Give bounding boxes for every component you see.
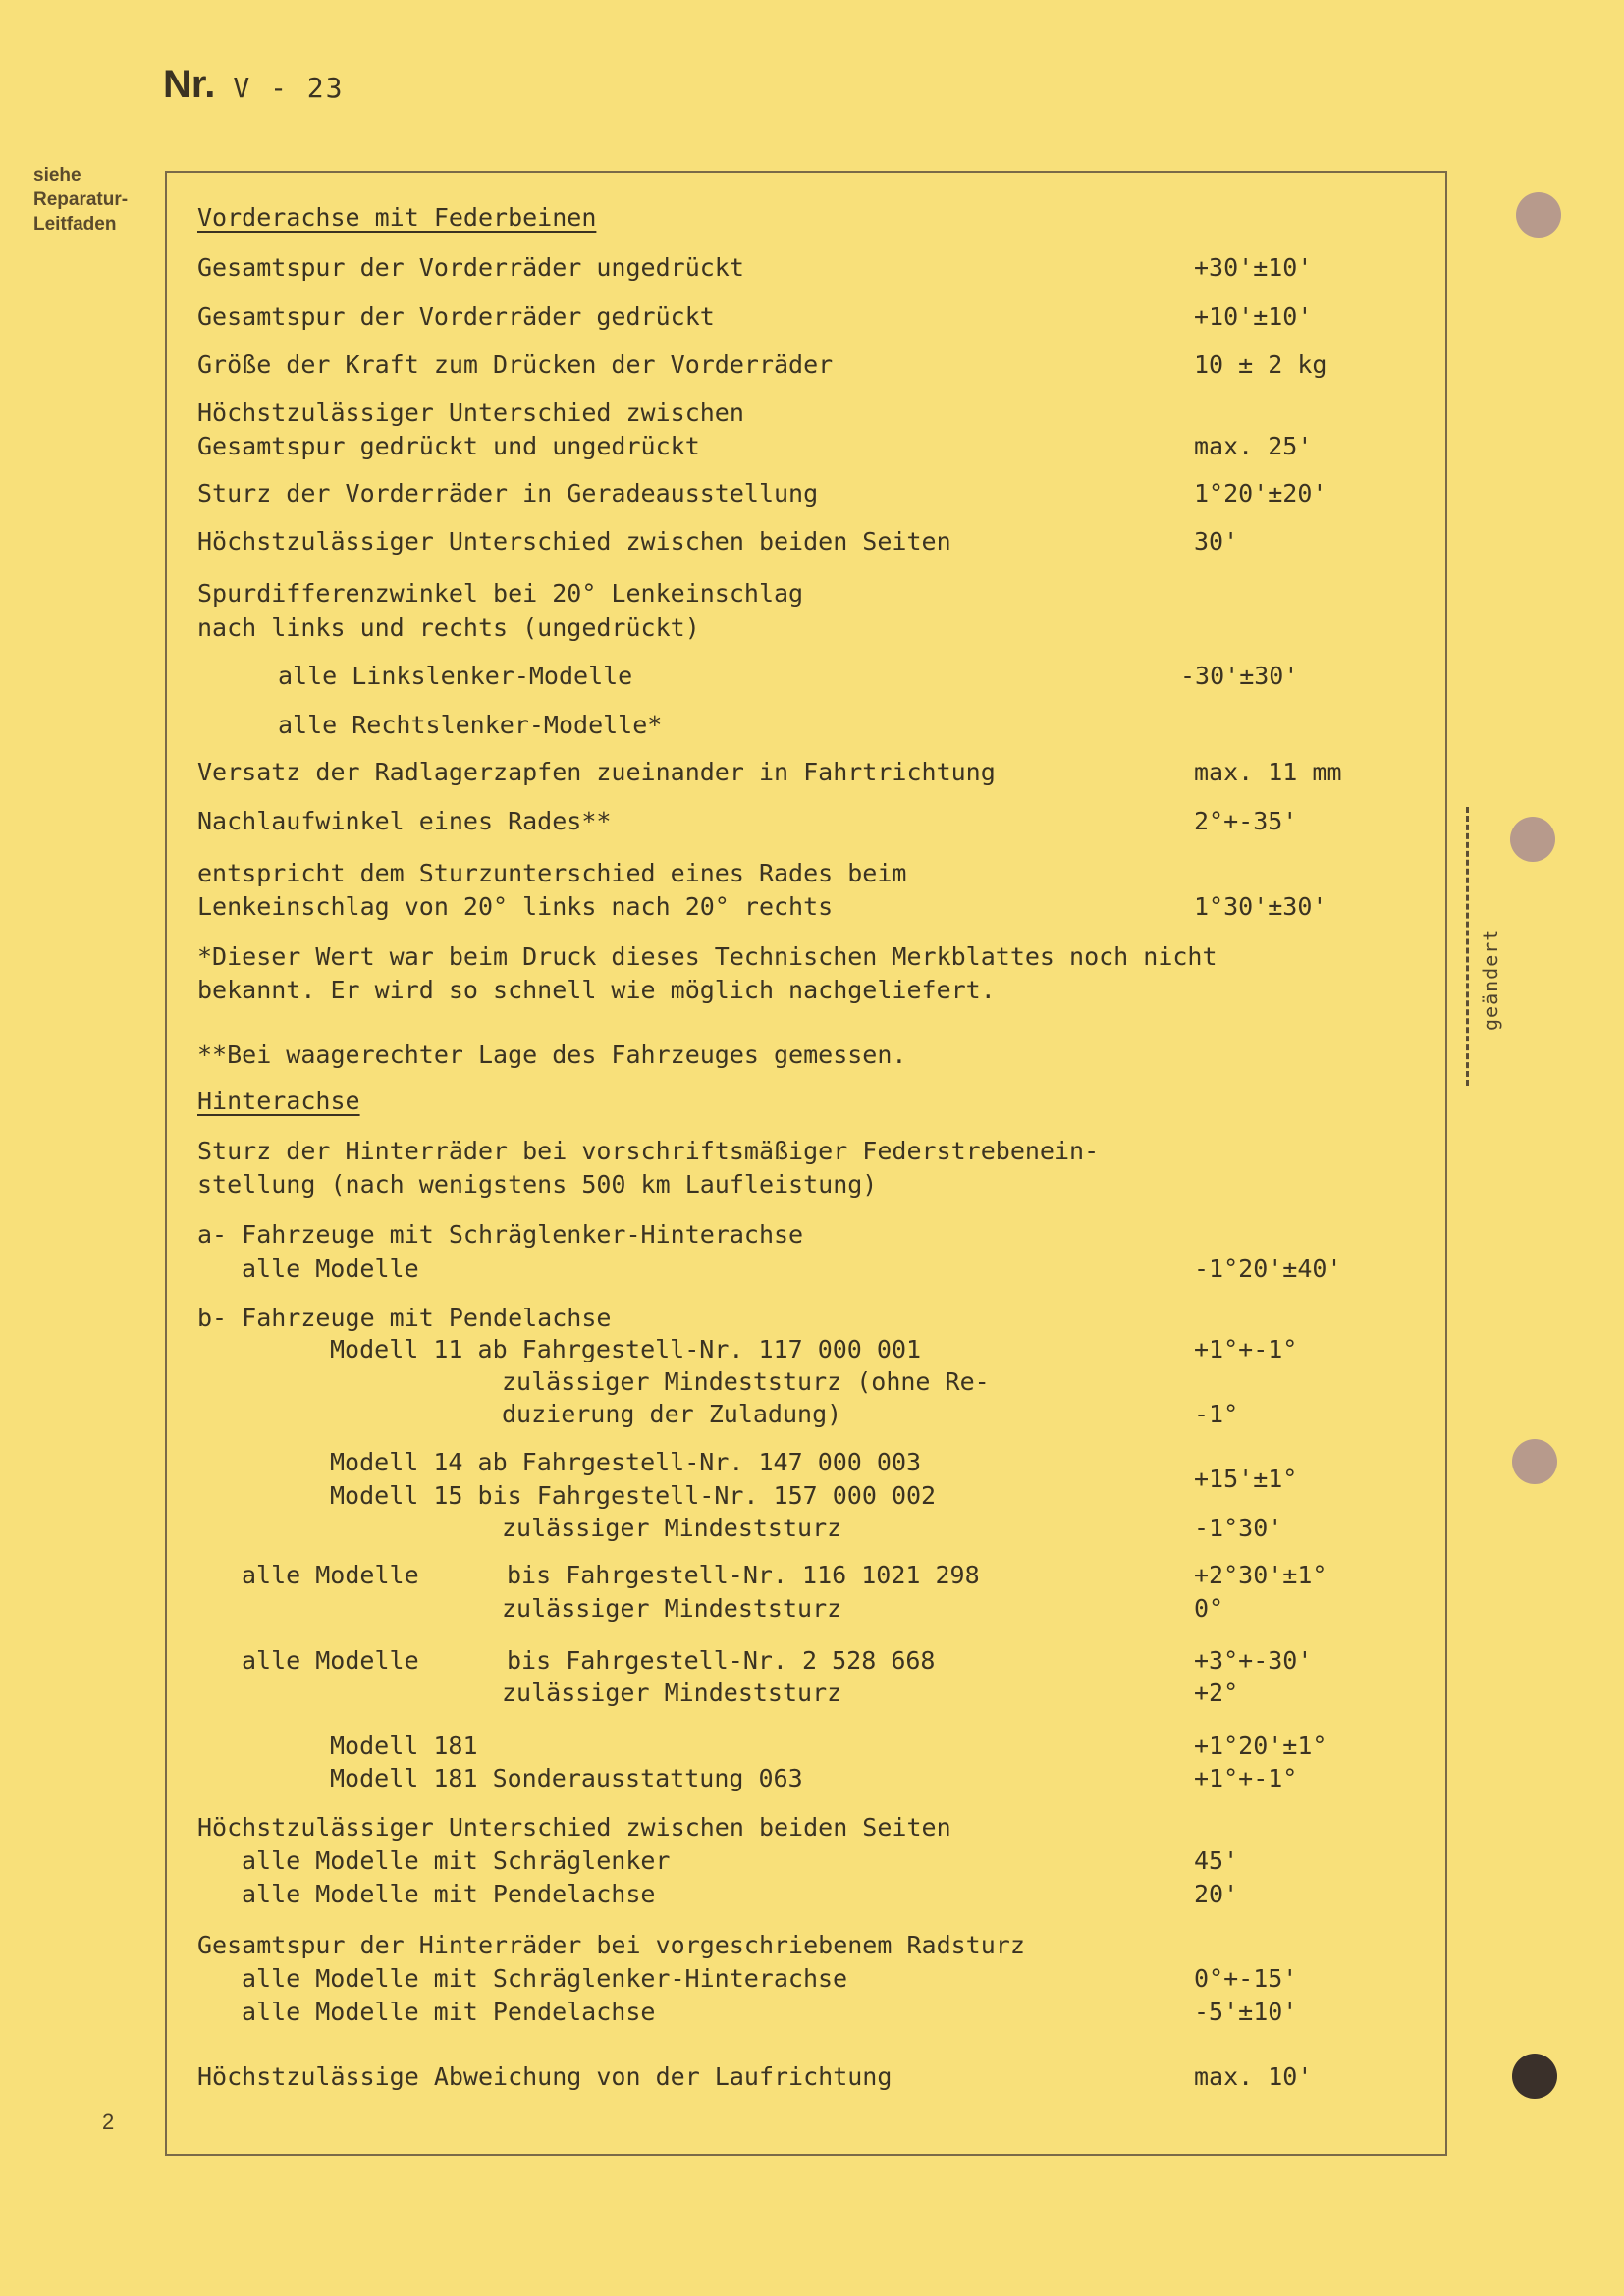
spec-line: alle Modelle mit Schräglenker-Hinterachse <box>242 1964 848 1993</box>
spec-line: Gesamtspur der Hinterräder bei vorgeschriebenem Radsturz <box>197 1931 1025 1959</box>
spec-line: Höchstzulässiger Unterschied zwischen beiden Seiten <box>197 527 951 556</box>
nr-label: Nr. <box>163 63 216 106</box>
change-marker-label: geändert <box>1479 928 1502 1031</box>
spec-line: alle Modelle <box>242 1561 419 1589</box>
spec-line: Versatz der Radlagerzapfen zueinander in Fahrtrichtung <box>197 758 996 786</box>
spec-line: Größe der Kraft zum Drücken der Vorderräder <box>197 350 834 379</box>
spec-line: stellung (nach wenigstens 500 km Laufleistung) <box>197 1170 878 1199</box>
spec-line: -1°20'±40' <box>1194 1255 1342 1283</box>
spec-line: 20' <box>1194 1880 1239 1908</box>
spec-line: bis Fahrgestell-Nr. 2 528 668 <box>507 1646 936 1675</box>
spec-line: b- Fahrzeuge mit Pendelachse <box>197 1304 612 1332</box>
spec-line: +1°20'±1° <box>1194 1732 1327 1760</box>
spec-line: Spurdifferenzwinkel bei 20° Lenkeinschlag <box>197 579 804 608</box>
spec-line: alle Linkslenker-Modelle <box>278 662 633 690</box>
spec-line: +15'±1° <box>1194 1465 1298 1493</box>
spec-line: alle Modelle <box>242 1646 419 1675</box>
spec-line: *Dieser Wert war beim Druck dieses Technischen Merkblattes noch nicht <box>197 942 1218 971</box>
spec-line: Lenkeinschlag von 20° links nach 20° rechts <box>197 892 834 921</box>
spec-line: alle Modelle mit Pendelachse <box>242 1880 656 1908</box>
spec-line: Sturz der Hinterräder bei vorschriftsmäßiger Federstrebenein- <box>197 1137 1100 1165</box>
punch-hole <box>1512 1439 1557 1484</box>
spec-line: -5'±10' <box>1194 1998 1298 2026</box>
spec-line: max. 10' <box>1194 2062 1313 2091</box>
spec-line: 1°30'±30' <box>1194 892 1327 921</box>
spec-line: alle Modelle <box>242 1255 419 1283</box>
spec-line: Modell 15 bis Fahrgestell-Nr. 157 000 002 <box>330 1481 937 1510</box>
spec-line: **Bei waagerechter Lage des Fahrzeuges gemessen. <box>197 1041 907 1069</box>
spec-line: alle Modelle mit Schräglenker <box>242 1846 671 1875</box>
spec-line: Höchstzulässiger Unterschied zwischen beiden Seiten <box>197 1813 951 1842</box>
spec-line: -1° <box>1194 1400 1239 1428</box>
spec-line: 45' <box>1194 1846 1239 1875</box>
spec-line: zulässiger Mindeststurz <box>502 1594 842 1623</box>
spec-line: bekannt. Er wird so schnell wie möglich nachgeliefert. <box>197 976 996 1004</box>
spec-line: 1°20'±20' <box>1194 479 1327 507</box>
spec-line: Nachlaufwinkel eines Rades** <box>197 807 612 835</box>
spec-line: alle Modelle mit Pendelachse <box>242 1998 656 2026</box>
spec-line: alle Rechtslenker-Modelle* <box>278 711 663 739</box>
spec-line: -30'±30' <box>1180 662 1299 690</box>
spec-line: zulässiger Mindeststurz <box>502 1679 842 1707</box>
spec-line: Modell 181 <box>330 1732 478 1760</box>
spec-line: Modell 14 ab Fahrgestell-Nr. 147 000 003 <box>330 1448 922 1476</box>
spec-line: +1°+-1° <box>1194 1764 1298 1792</box>
spec-line: Modell 11 ab Fahrgestell-Nr. 117 000 001 <box>330 1335 922 1363</box>
spec-line: max. 25' <box>1194 432 1313 460</box>
spec-line: a- Fahrzeuge mit Schräglenker-Hinterachse <box>197 1220 804 1249</box>
nr-value: V - 23 <box>233 72 345 104</box>
side-note <box>33 163 128 237</box>
spec-line: nach links und rechts (ungedrückt) <box>197 614 700 642</box>
punch-hole <box>1510 817 1555 862</box>
section-heading: Vorderachse mit Federbeinen <box>197 203 597 232</box>
spec-line: Modell 181 Sonderausstattung 063 <box>330 1764 803 1792</box>
spec-line: Gesamtspur gedrückt und ungedrückt <box>197 432 700 460</box>
spec-line: 2°+-35' <box>1194 807 1298 835</box>
side-note-line: Reparatur- <box>33 189 129 210</box>
document-number <box>163 63 345 107</box>
spec-line: +3°+-30' <box>1194 1646 1313 1675</box>
side-note-line: siehe <box>33 165 81 186</box>
side-note-line: Leitfaden <box>33 214 117 235</box>
spec-line: 0° <box>1194 1594 1224 1623</box>
page-number: 2 <box>102 2109 115 2134</box>
spec-line: zulässiger Mindeststurz (ohne Re- <box>502 1367 990 1396</box>
spec-line: +30'±10' <box>1194 253 1313 282</box>
spec-line: duzierung der Zuladung) <box>502 1400 842 1428</box>
spec-line: zulässiger Mindeststurz <box>502 1514 842 1542</box>
spec-line: +10'±10' <box>1194 302 1313 331</box>
spec-line: entspricht dem Sturzunterschied eines Rades beim <box>197 859 907 887</box>
section-heading: Hinterachse <box>197 1087 360 1115</box>
spec-line: 0°+-15' <box>1194 1964 1298 1993</box>
spec-line: Höchstzulässiger Unterschied zwischen <box>197 399 744 427</box>
punch-hole <box>1512 2054 1557 2099</box>
spec-line: -1°30' <box>1194 1514 1283 1542</box>
spec-line: Gesamtspur der Vorderräder ungedrückt <box>197 253 744 282</box>
spec-line: +1°+-1° <box>1194 1335 1298 1363</box>
spec-line: +2°30'±1° <box>1194 1561 1327 1589</box>
punch-hole <box>1516 192 1561 238</box>
spec-line: max. 11 mm <box>1194 758 1342 786</box>
spec-line: 10 ± 2 kg <box>1194 350 1327 379</box>
spec-line: 30' <box>1194 527 1239 556</box>
spec-line: Höchstzulässige Abweichung von der Laufrichtung <box>197 2062 893 2091</box>
spec-line: Sturz der Vorderräder in Geradeausstellung <box>197 479 819 507</box>
spec-line: bis Fahrgestell-Nr. 116 1021 298 <box>507 1561 980 1589</box>
spec-line: +2° <box>1194 1679 1239 1707</box>
spec-line: Gesamtspur der Vorderräder gedrückt <box>197 302 715 331</box>
change-marker-line <box>1466 807 1469 1086</box>
